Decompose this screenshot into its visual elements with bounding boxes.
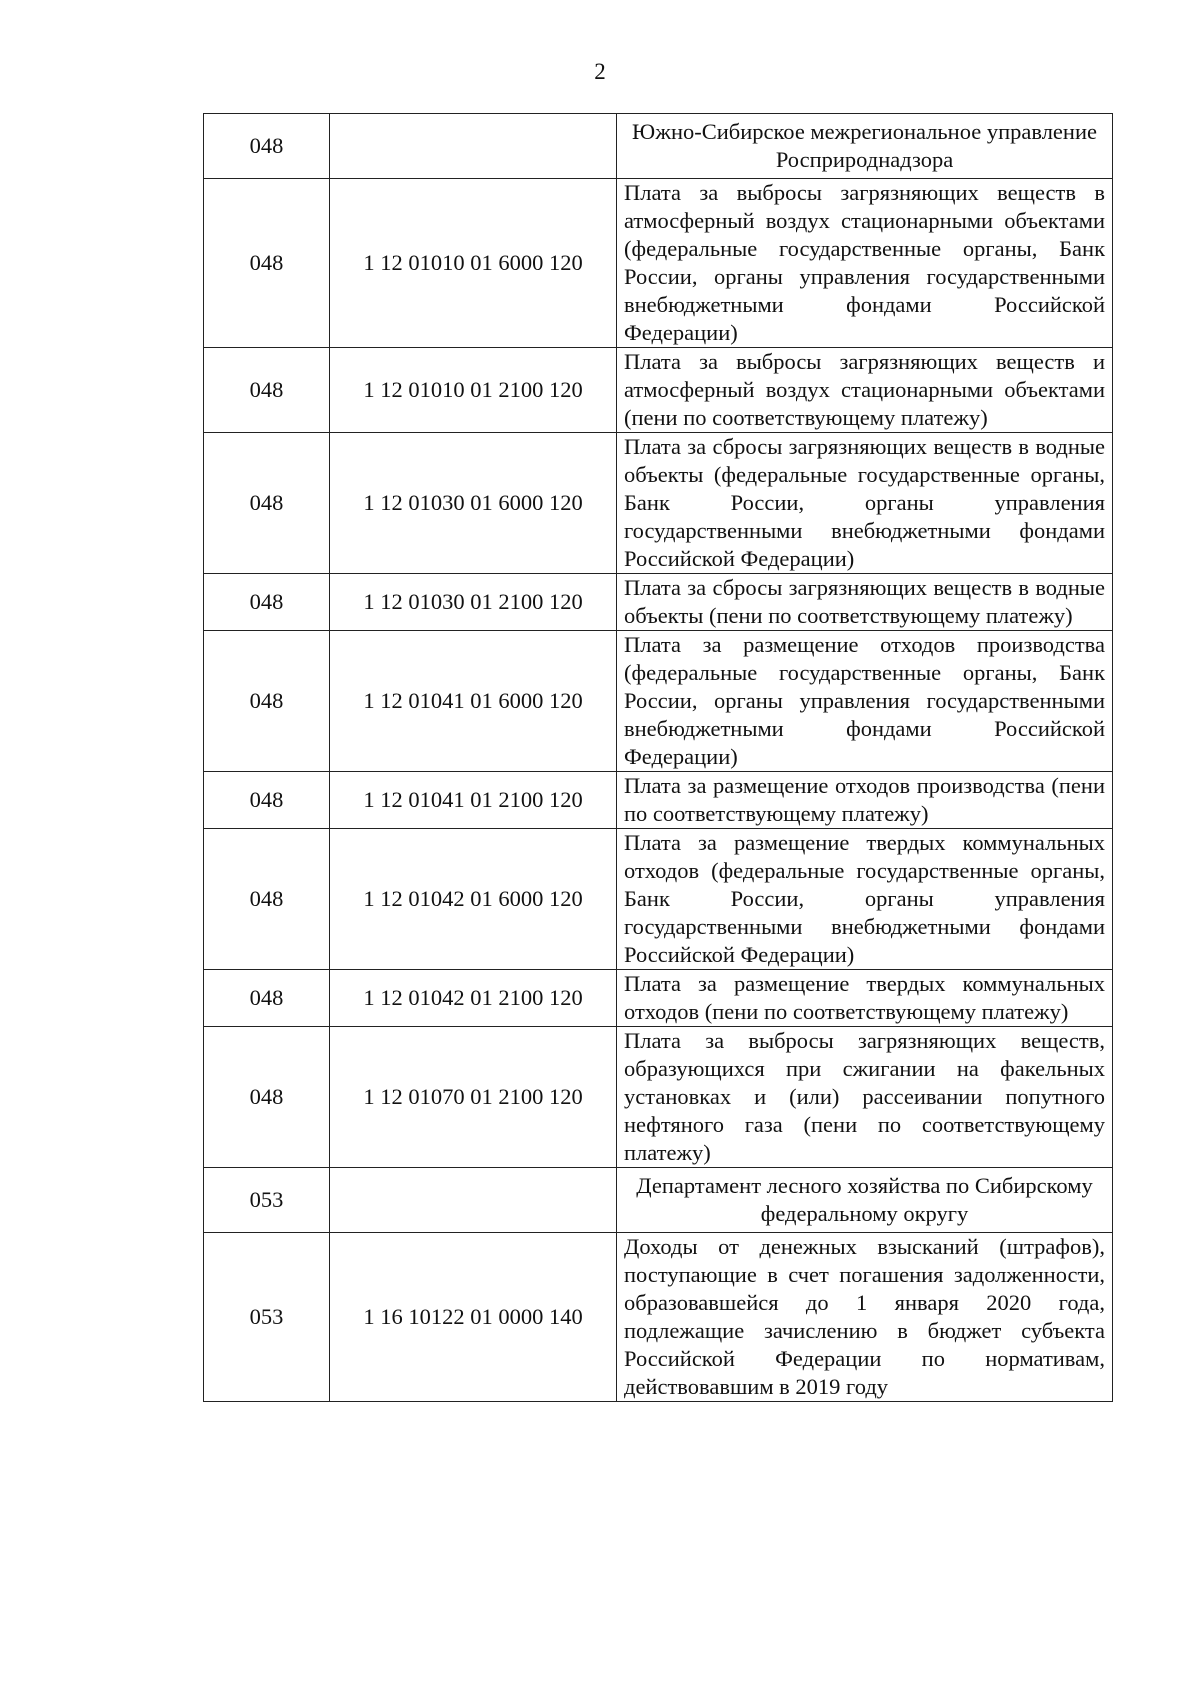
table-row	[204, 433, 1113, 574]
budget-code-cell: 1 12 01010 01 2100 120	[330, 348, 617, 433]
revenue-name-cell	[617, 1027, 1113, 1168]
budget-code-cell: 1 12 01042 01 2100 120	[330, 970, 617, 1027]
table-row	[204, 970, 1113, 1027]
administrator-heading-cell	[617, 114, 1113, 179]
table-row	[204, 772, 1113, 829]
budget-code-cell	[330, 114, 617, 179]
admin-code-cell: 048	[204, 1027, 330, 1168]
admin-code-cell: 048	[204, 433, 330, 574]
table-row	[204, 114, 1113, 179]
revenue-name-cell	[617, 631, 1113, 772]
admin-code-cell: 048	[204, 829, 330, 970]
name-text: Доходы от денежных взысканий (штрафов), поступающие в счет погашения задолженности, образовавшейся до 1 января 2020 года, подлежащие зачислению в бюджет субъекта Российской Федерации по нормативам, действовавшим в 2019 году	[624, 1234, 1105, 1399]
revenue-name-cell	[617, 348, 1113, 433]
name-text: Южно-Сибирское межрегиональное управление Росприроднадзора	[632, 119, 1097, 172]
budget-code-cell: 1 12 01010 01 6000 120	[330, 179, 617, 348]
admin-code-cell: 048	[204, 114, 330, 179]
table-row	[204, 1233, 1113, 1402]
table-row	[204, 179, 1113, 348]
budget-code-cell: 1 12 01041 01 2100 120	[330, 772, 617, 829]
admin-code-cell: 048	[204, 348, 330, 433]
table-row	[204, 1027, 1113, 1168]
table-body	[204, 114, 1113, 1402]
budget-code-cell: 1 12 01030 01 6000 120	[330, 433, 617, 574]
name-text: Плата за размещение твердых коммунальных отходов (федеральные государственные органы, Банк России, органы управления государственными внебюджетными фондами Российской Федерации)	[624, 830, 1105, 967]
name-text: Плата за выбросы загрязняющих веществ, образующихся при сжигании на факельных установках и (или) рассеивании попутного нефтяного газа (пени по соответствующему платежу)	[624, 1028, 1105, 1165]
revenue-name-cell	[617, 772, 1113, 829]
admin-code-cell: 048	[204, 574, 330, 631]
budget-code-cell: 1 12 01041 01 6000 120	[330, 631, 617, 772]
name-text: Плата за размещение отходов производства (пени по соответствующему платежу)	[624, 773, 1105, 826]
revenue-name-cell	[617, 179, 1113, 348]
page-number: 2	[594, 59, 606, 84]
revenue-name-cell	[617, 433, 1113, 574]
budget-code-cell	[330, 1168, 617, 1233]
admin-code-cell: 053	[204, 1233, 330, 1402]
budget-code-cell: 1 12 01042 01 6000 120	[330, 829, 617, 970]
administrator-heading-cell	[617, 1168, 1113, 1233]
table-row	[204, 829, 1113, 970]
admin-code-cell: 053	[204, 1168, 330, 1233]
budget-code-cell: 1 16 10122 01 0000 140	[330, 1233, 617, 1402]
table-row	[204, 348, 1113, 433]
revenue-name-cell	[617, 574, 1113, 631]
name-text: Плата за размещение отходов производства (федеральные государственные органы, Банк России, органы управления государственными внебюджетными фондами Российской Федерации)	[624, 632, 1105, 769]
revenue-name-cell	[617, 970, 1113, 1027]
name-text: Плата за выбросы загрязняющих веществ в атмосферный воздух стационарными объектами (федеральные государственные органы, Банк России, органы управления государственными внебюджетными фондами Российской Федерации)	[624, 180, 1105, 345]
table-row	[204, 574, 1113, 631]
name-text: Плата за сбросы загрязняющих веществ в водные объекты (пени по соответствующему платежу)	[624, 575, 1105, 628]
name-text: Департамент лесного хозяйства по Сибирскому федеральному округу	[636, 1173, 1093, 1226]
admin-code-cell: 048	[204, 970, 330, 1027]
budget-code-cell: 1 12 01070 01 2100 120	[330, 1027, 617, 1168]
budget-codes-table	[203, 113, 1113, 1402]
admin-code-cell: 048	[204, 772, 330, 829]
name-text: Плата за сбросы загрязняющих веществ в водные объекты (федеральные государственные органы, Банк России, органы управления государственными внебюджетными фондами Российской Федерации)	[624, 434, 1105, 571]
revenue-name-cell	[617, 829, 1113, 970]
table-row	[204, 1168, 1113, 1233]
table-row	[204, 631, 1113, 772]
budget-code-cell: 1 12 01030 01 2100 120	[330, 574, 617, 631]
name-text: Плата за выбросы загрязняющих веществ и атмосферный воздух стационарными объектами (пени по соответствующему платежу)	[624, 349, 1105, 430]
name-text: Плата за размещение твердых коммунальных отходов (пени по соответствующему платежу)	[624, 971, 1105, 1024]
admin-code-cell: 048	[204, 179, 330, 348]
admin-code-cell: 048	[204, 631, 330, 772]
revenue-name-cell	[617, 1233, 1113, 1402]
